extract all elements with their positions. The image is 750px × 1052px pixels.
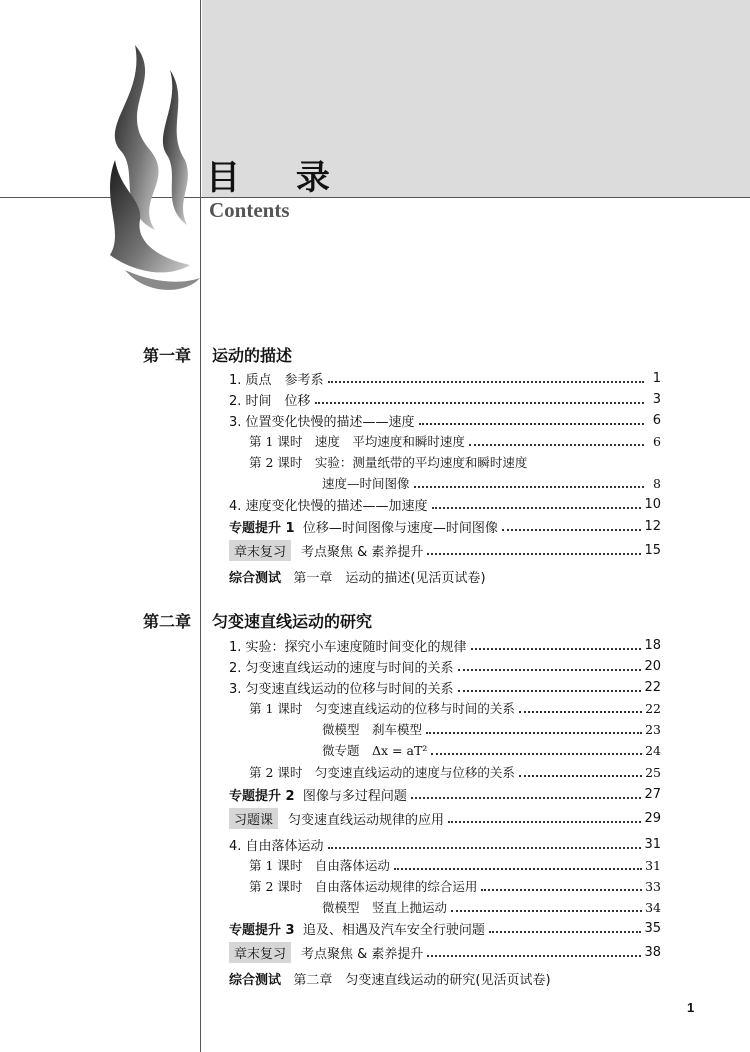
dot-leader xyxy=(432,506,642,509)
toc-page-number: 15 xyxy=(644,542,661,558)
toc-entry-label: 微模型 竖直上抛运动 xyxy=(322,900,448,915)
toc-entry-label: 3. 匀变速直线运动的位移与时间的关系 xyxy=(229,681,454,697)
toc-entry-label: 2. 时间 位移 xyxy=(229,393,311,409)
toc-entry[interactable] xyxy=(229,410,661,430)
toc-subentry[interactable] xyxy=(249,876,661,896)
toc-entry-label: 图像与多过程问题 xyxy=(302,788,407,804)
toc-test-entry[interactable] xyxy=(229,968,661,988)
toc-subentry[interactable] xyxy=(249,452,661,472)
toc-subentry[interactable] xyxy=(322,719,661,739)
toc-topic-entry[interactable] xyxy=(229,516,661,536)
chapter-heading xyxy=(0,609,750,635)
toc-page-number: 24 xyxy=(645,742,661,758)
toc-page-number: 8 xyxy=(653,475,661,491)
toc-entry-label: 考点聚焦 & 素养提升 xyxy=(301,946,424,962)
chapter-heading xyxy=(0,343,750,369)
toc-page-number: 31 xyxy=(645,857,661,873)
toc-page-number: 3 xyxy=(652,391,661,407)
toc-page-number: 38 xyxy=(644,944,661,960)
toc-entry-label: 第二章 匀变速直线运动的研究(见活页试卷) xyxy=(293,972,551,988)
toc-page-number: 10 xyxy=(644,496,661,512)
toc-entry-label: 位移—时间图像与速度—时间图像 xyxy=(302,520,498,536)
toc-test-entry[interactable] xyxy=(229,566,661,586)
toc-subentry[interactable] xyxy=(322,897,661,917)
toc-entry-label: 1. 实验：探究小车速度随时间变化的规律 xyxy=(229,639,467,655)
toc-page-number: 34 xyxy=(645,899,661,915)
toc-topic-entry[interactable] xyxy=(229,918,661,938)
toc-page-number: 33 xyxy=(645,878,661,894)
topic-label: 专题提升 1 xyxy=(229,520,295,536)
dot-leader xyxy=(458,668,642,671)
toc-entry[interactable] xyxy=(229,656,661,676)
dot-leader xyxy=(471,647,642,650)
toc-page-number: 23 xyxy=(645,721,661,737)
toc-page-number: 29 xyxy=(644,810,661,826)
toc-entry-label: 微模型 刹车模型 xyxy=(322,722,423,737)
toc-entry-label: 第一章 运动的描述(见活页试卷) xyxy=(293,570,486,586)
toc-subentry[interactable] xyxy=(249,855,661,875)
toc-entry-label: 3. 位置变化快慢的描述——速度 xyxy=(229,414,415,430)
toc-review-entry[interactable] xyxy=(229,942,661,962)
toc-subentry[interactable] xyxy=(249,762,661,782)
review-tag: 章末复习 xyxy=(229,540,291,561)
toc-page-number: 35 xyxy=(644,920,661,936)
toc-entry-label: 匀变速直线运动规律的应用 xyxy=(288,812,445,828)
dot-leader xyxy=(414,485,644,488)
dot-leader xyxy=(431,752,642,755)
toc-page-number: 6 xyxy=(652,412,661,428)
toc-entry-label: 第 2 课时 自由落体运动规律的综合运用 xyxy=(249,879,478,894)
dot-leader xyxy=(448,820,641,823)
chapter-title: 匀变速直线运动的研究 xyxy=(212,612,373,631)
toc-page-number: 25 xyxy=(645,764,661,780)
toc-entry-label: 速度—时间图像 xyxy=(322,476,410,491)
exercise-tag: 习题课 xyxy=(229,808,278,829)
toc-page-number: 22 xyxy=(645,700,661,716)
dot-leader xyxy=(328,380,644,383)
review-tag: 章末复习 xyxy=(229,942,291,963)
toc-entry-label: 2. 匀变速直线运动的速度与时间的关系 xyxy=(229,660,454,676)
toc-review-entry[interactable] xyxy=(229,540,661,560)
chapter-number: 第二章 xyxy=(143,612,192,631)
toc-exercise-entry[interactable] xyxy=(229,808,661,828)
toc-entry-label: 第 2 课时 实验：测量纸带的平均速度和瞬时速度 xyxy=(249,455,528,470)
toc-entry[interactable] xyxy=(229,494,661,514)
dot-leader xyxy=(328,846,642,849)
toc-page-number: 20 xyxy=(644,658,661,674)
dot-leader xyxy=(519,774,642,777)
toc-entry-label: 4. 速度变化快慢的描述——加速度 xyxy=(229,498,428,514)
dot-leader xyxy=(519,710,642,713)
dot-leader xyxy=(315,401,644,404)
topic-label: 专题提升 3 xyxy=(229,922,295,938)
dot-leader xyxy=(394,867,642,870)
dot-leader xyxy=(426,731,642,734)
toc-page-number: 12 xyxy=(644,518,661,534)
topic-label: 专题提升 2 xyxy=(229,788,295,804)
toc-page-number: 31 xyxy=(644,836,661,852)
dot-leader xyxy=(489,930,642,933)
toc-entry-label: 第 1 课时 匀变速直线运动的位移与时间的关系 xyxy=(249,701,515,716)
toc-entry-label: 第 1 课时 自由落体运动 xyxy=(249,858,390,873)
dot-leader xyxy=(411,796,642,799)
flame-logo-icon xyxy=(95,40,205,300)
toc-page-number: 1 xyxy=(652,370,661,386)
toc-entry[interactable] xyxy=(229,677,661,697)
toc-entry[interactable] xyxy=(229,389,661,409)
test-label: 综合测试 xyxy=(229,570,282,586)
dot-leader xyxy=(427,954,641,957)
toc-subentry-continued[interactable] xyxy=(322,473,661,493)
dot-leader xyxy=(481,888,642,891)
test-label: 综合测试 xyxy=(229,972,282,988)
toc-entry[interactable] xyxy=(229,834,661,854)
dot-leader xyxy=(502,528,642,531)
toc-page-number: 18 xyxy=(644,637,661,653)
dot-leader xyxy=(419,422,644,425)
dot-leader xyxy=(451,909,642,912)
toc-entry-label: 4. 自由落体运动 xyxy=(229,838,324,854)
toc-subentry[interactable] xyxy=(322,740,661,760)
dot-leader xyxy=(458,689,642,692)
chapter-title: 运动的描述 xyxy=(212,346,293,365)
toc-topic-entry[interactable] xyxy=(229,784,661,804)
toc-entry-label: 追及、相遇及汽车安全行驶问题 xyxy=(302,922,485,938)
toc-entry-label: 第 2 课时 匀变速直线运动的速度与位移的关系 xyxy=(249,765,515,780)
chapter-number: 第一章 xyxy=(143,346,192,365)
toc-page-number: 22 xyxy=(644,679,661,695)
toc-page-number: 6 xyxy=(653,433,661,449)
toc-entry[interactable] xyxy=(229,635,661,655)
page-title: 目 录 xyxy=(206,158,352,198)
toc-subentry[interactable] xyxy=(249,431,661,451)
page-number: 1 xyxy=(687,1000,695,1015)
toc-entry-label: 微专题 Δx = aT² xyxy=(322,743,428,758)
page-subtitle: Contents xyxy=(209,198,290,222)
dot-leader xyxy=(427,552,641,555)
dot-leader xyxy=(469,443,644,446)
toc-page-number: 27 xyxy=(644,786,661,802)
toc-entry-label: 第 1 课时 速度 平均速度和瞬时速度 xyxy=(249,434,465,449)
toc-entry[interactable] xyxy=(229,368,661,388)
toc-subentry[interactable] xyxy=(249,698,661,718)
toc-entry-label: 考点聚焦 & 素养提升 xyxy=(301,544,424,560)
toc-entry-label: 1. 质点 参考系 xyxy=(229,372,324,388)
